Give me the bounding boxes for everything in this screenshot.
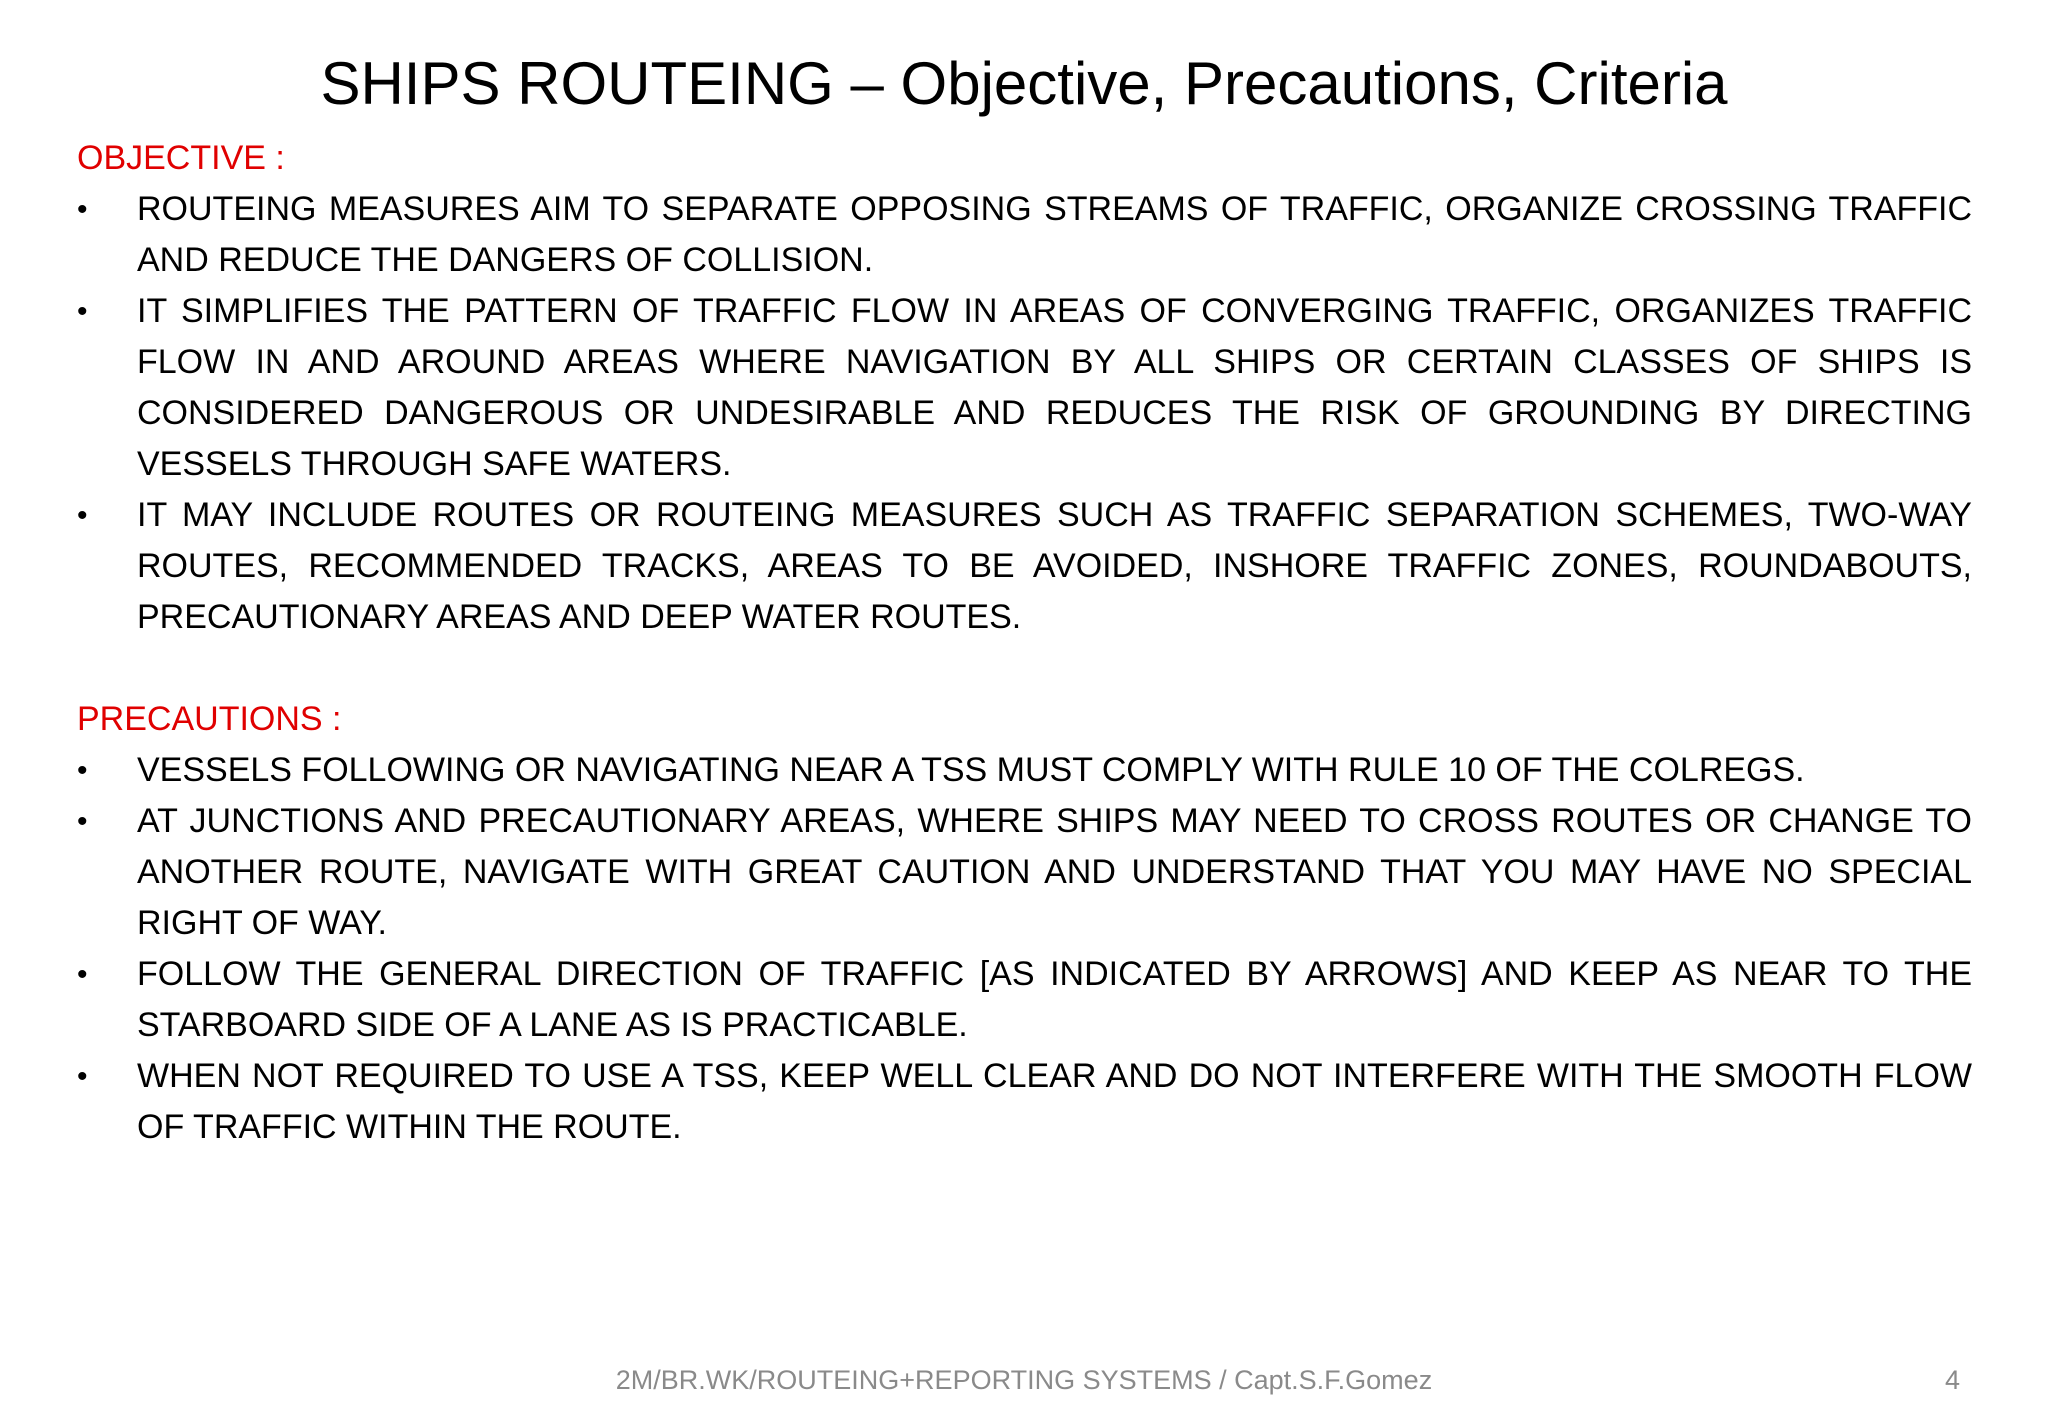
bullet-icon: •: [77, 1060, 88, 1093]
page-number: 4: [1944, 1365, 1960, 1395]
bullet-icon: •: [77, 958, 88, 991]
objective-item-text: ROUTEING MEASURES AIM TO SEPARATE OPPOSING STREAMS OF TRAFFIC, ORGANIZE CROSSING TRAFFIC AND REDUCE THE DANGERS OF COLLISION.: [137, 190, 1972, 279]
footer-text: 2M/BR.WK/ROUTEING+REPORTING SYSTEMS / Capt.S.F.Gomez: [615, 1365, 1433, 1395]
objective-item: [77, 184, 1972, 286]
bullet-icon: •: [77, 193, 88, 226]
objective-item-text: IT MAY INCLUDE ROUTES OR ROUTEING MEASURES SUCH AS TRAFFIC SEPARATION SCHEMES, TWO-WAY ROUTES, RECOMMENDED TRACKS, AREAS TO BE AVOIDED, INSHORE TRAFFIC ZONES, ROUNDABOUTS, PRECAUTIONARY AREAS AND DEEP WATER ROUTES.: [137, 496, 1972, 636]
precautions-item: [77, 796, 1972, 949]
precautions-item-text: WHEN NOT REQUIRED TO USE A TSS, KEEP WELL CLEAR AND DO NOT INTERFERE WITH THE SMOOTH FLOW OF TRAFFIC WITHIN THE ROUTE.: [137, 1057, 1972, 1146]
slide-body: [77, 133, 1972, 1153]
precautions-item-text: FOLLOW THE GENERAL DIRECTION OF TRAFFIC [AS INDICATED BY ARROWS] AND KEEP AS NEAR TO THE STARBOARD SIDE OF A LANE AS IS PRACTICABLE.: [137, 955, 1972, 1044]
bullet-icon: •: [77, 805, 88, 838]
precautions-item-text: AT JUNCTIONS AND PRECAUTIONARY AREAS, WHERE SHIPS MAY NEED TO CROSS ROUTES OR CHANGE TO ANOTHER ROUTE, NAVIGATE WITH GREAT CAUTION AND UNDERSTAND THAT YOU MAY HAVE NO SPECIAL RIGHT OF WAY.: [137, 802, 1972, 942]
bullet-icon: •: [77, 754, 88, 787]
objective-item: [77, 490, 1972, 643]
bullet-icon: •: [77, 295, 88, 328]
precautions-item-text: VESSELS FOLLOWING OR NAVIGATING NEAR A TSS MUST COMPLY WITH RULE 10 OF THE COLREGS.: [137, 751, 1805, 789]
precautions-item: [77, 949, 1972, 1051]
section-spacer: [77, 643, 1972, 694]
slide-title: SHIPS ROUTEING – Objective, Precautions, Criteria: [320, 50, 1728, 117]
objective-item-text: IT SIMPLIFIES THE PATTERN OF TRAFFIC FLOW IN AREAS OF CONVERGING TRAFFIC, ORGANIZES TRAFFIC FLOW IN AND AROUND AREAS WHERE NAVIGATION BY ALL SHIPS OR CERTAIN CLASSES OF SHIPS IS CONSIDERED DANGEROUS OR UNDESIRABLE AND REDUCES THE RISK OF GROUNDING BY DIRECTING VESSELS THROUGH SAFE WATERS.: [137, 292, 1972, 483]
objective-heading: OBJECTIVE :: [77, 139, 285, 177]
precautions-heading: PRECAUTIONS :: [77, 700, 342, 738]
objective-list: [77, 184, 1972, 643]
bullet-icon: •: [77, 499, 88, 532]
precautions-item: [77, 1051, 1972, 1153]
objective-item: [77, 286, 1972, 490]
precautions-item: [77, 745, 1972, 796]
precautions-list: [77, 745, 1972, 1153]
